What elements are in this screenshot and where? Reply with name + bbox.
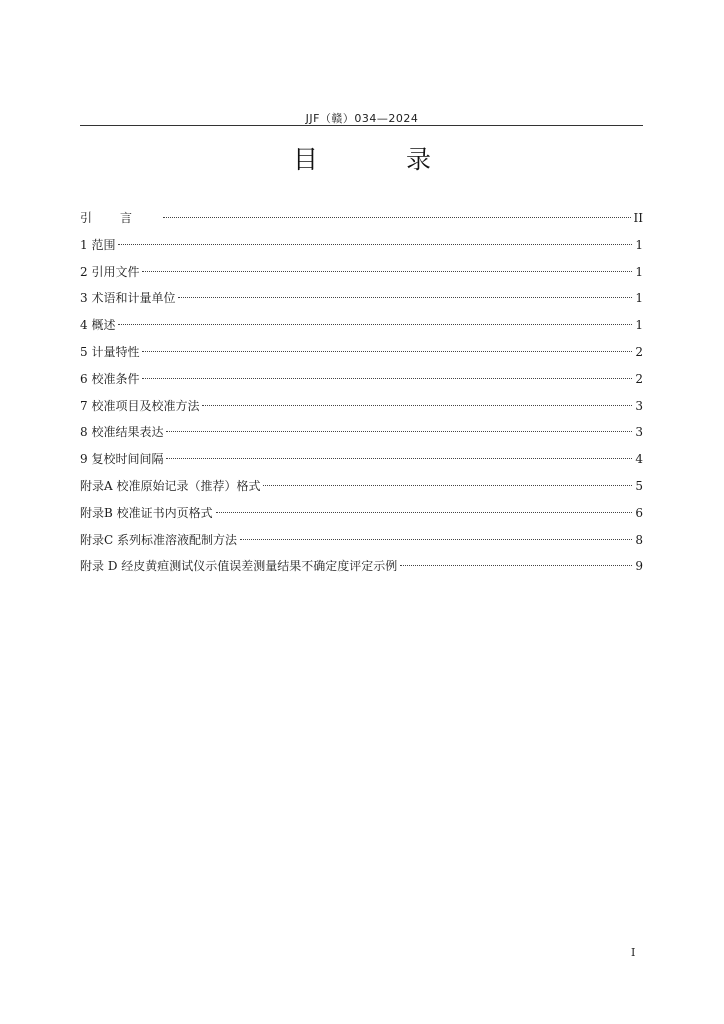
toc-entry-introduction[interactable] [80, 205, 643, 232]
toc-leader-dots [118, 244, 632, 245]
toc-leader-dots [263, 485, 632, 486]
toc-leader-dots [163, 217, 631, 218]
page-title: 目 录 [293, 145, 471, 174]
toc-entry-appendix-c[interactable] [80, 527, 643, 554]
toc-entry-scope[interactable] [80, 232, 643, 259]
toc-entry-appendix-d[interactable] [80, 553, 643, 580]
toc-entry-label: 8 校准结果表达 [80, 425, 164, 440]
toc-entry-label: 5 计量特性 [80, 344, 140, 359]
toc-leader-dots [142, 351, 632, 352]
toc-entry-recalibration-interval[interactable] [80, 446, 643, 473]
toc-entry-label: 2 引用文件 [80, 264, 140, 279]
toc-entry-page: 6 [635, 505, 643, 520]
toc-entry-appendix-b[interactable] [80, 500, 643, 527]
toc-entry-label: 附录C 系列标准溶液配制方法 [80, 532, 237, 547]
toc-entry-calibration-conditions[interactable] [80, 366, 643, 393]
table-of-contents [80, 205, 643, 580]
toc-entry-page: 2 [635, 371, 643, 386]
toc-entry-label: 引言 [80, 211, 161, 225]
toc-leader-dots [166, 458, 632, 459]
toc-entry-page: 4 [635, 452, 643, 467]
toc-entry-label: 附录A 校准原始记录（推荐）格式 [80, 478, 261, 493]
toc-entry-label: 7 校准项目及校准方法 [80, 398, 200, 413]
toc-entry-label: 附录 D 经皮黄疸测试仪示值误差测量结果不确定度评定示例 [80, 559, 398, 574]
toc-leader-dots [142, 271, 632, 272]
toc-entry-page: II [633, 211, 643, 225]
toc-entry-label: 6 校准条件 [80, 371, 140, 386]
toc-entry-results-expression[interactable] [80, 419, 643, 446]
toc-leader-dots [202, 405, 632, 406]
toc-entry-appendix-a[interactable] [80, 473, 643, 500]
toc-entry-page: 5 [635, 478, 643, 493]
toc-leader-dots [142, 378, 632, 379]
toc-leader-dots [178, 297, 632, 298]
header-divider [80, 125, 643, 126]
toc-entry-page: 1 [635, 237, 643, 252]
toc-leader-dots [118, 324, 632, 325]
toc-entry-page: 1 [635, 264, 643, 279]
toc-entry-overview[interactable] [80, 312, 643, 339]
toc-entry-terms[interactable] [80, 285, 643, 312]
toc-leader-dots [240, 539, 632, 540]
toc-entry-page: 3 [635, 425, 643, 440]
toc-entry-label: 9 复校时间间隔 [80, 452, 164, 467]
toc-entry-metrological-characteristics[interactable] [80, 339, 643, 366]
toc-entry-label: 1 范围 [80, 237, 116, 252]
toc-entry-page: 1 [635, 291, 643, 306]
toc-leader-dots [216, 512, 633, 513]
toc-leader-dots [400, 565, 632, 566]
toc-entry-calibration-items[interactable] [80, 393, 643, 420]
page-number: I [631, 946, 636, 959]
toc-entry-references[interactable] [80, 259, 643, 286]
toc-entry-page: 1 [635, 318, 643, 333]
toc-entry-label: 4 概述 [80, 318, 116, 333]
toc-entry-page: 8 [635, 532, 643, 547]
standard-code: JJF（赣）034—2024 [305, 112, 419, 125]
toc-entry-page: 2 [635, 344, 643, 359]
toc-entry-label: 附录B 校准证书内页格式 [80, 505, 213, 520]
toc-entry-label: 3 术语和计量单位 [80, 291, 176, 306]
toc-entry-page: 9 [635, 559, 643, 574]
toc-entry-page: 3 [635, 398, 643, 413]
toc-leader-dots [166, 431, 632, 432]
